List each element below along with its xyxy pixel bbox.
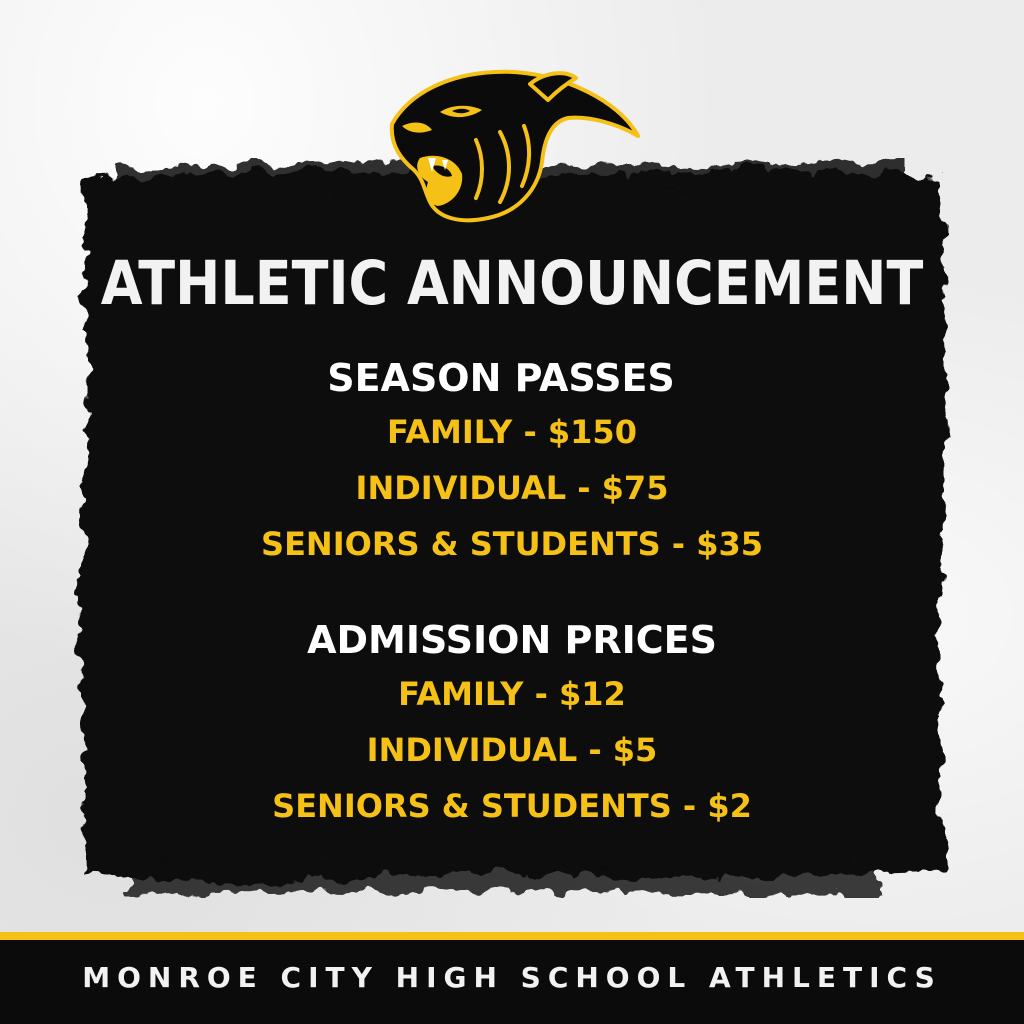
admission-seniors-students-price: SENIORS & STUDENTS - $2	[272, 787, 752, 825]
panther-head-icon	[380, 62, 645, 232]
season-pass-individual-price: INDIVIDUAL - $75	[355, 469, 669, 507]
season-passes-section	[0, 352, 1024, 572]
footer-school-name: MONROE CITY HIGH SCHOOL ATHLETICS	[82, 961, 942, 994]
admission-prices-section	[0, 614, 1024, 834]
season-pass-family-price: FAMILY - $150	[387, 413, 637, 451]
season-passes-title: SEASON PASSES	[327, 356, 675, 400]
announcement-headline: ATHLETIC ANNOUNCEMENT	[100, 248, 924, 319]
admission-prices-title: ADMISSION PRICES	[307, 618, 717, 662]
admission-family-price: FAMILY - $12	[398, 675, 626, 713]
season-pass-seniors-students-price: SENIORS & STUDENTS - $35	[261, 525, 763, 563]
admission-individual-price: INDIVIDUAL - $5	[366, 731, 658, 769]
footer-accent-stripe	[0, 932, 1024, 940]
